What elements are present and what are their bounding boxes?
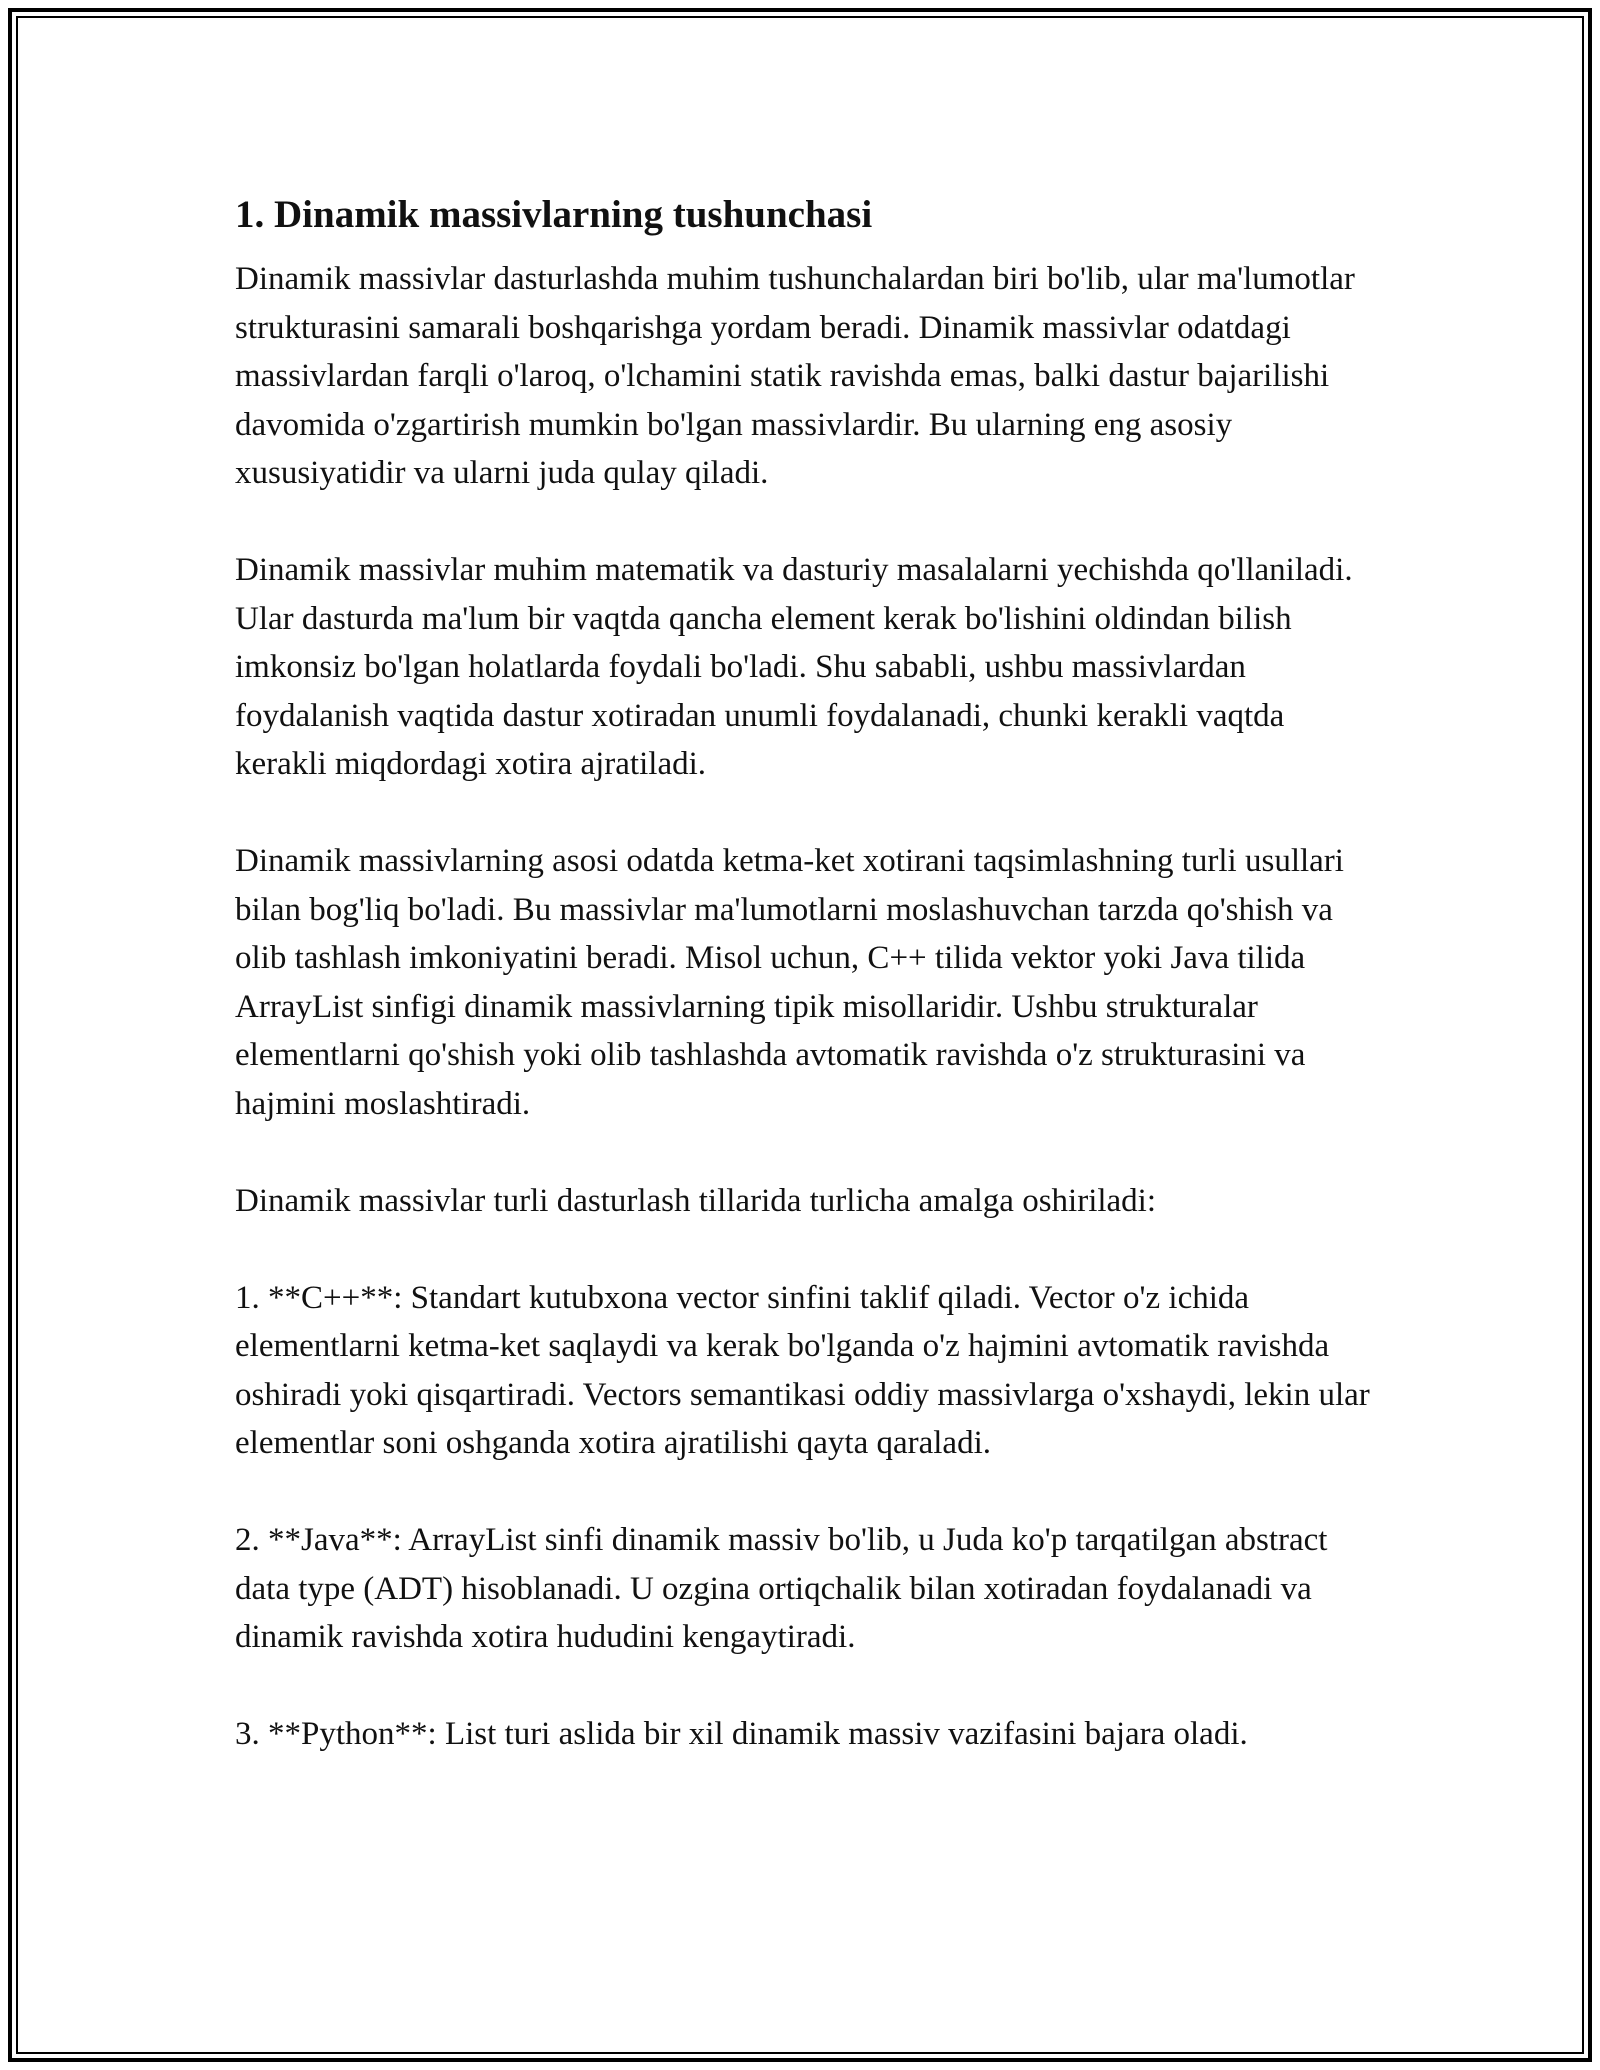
document-body (235, 185, 1375, 1759)
list-item-cpp: 1. **C++**: Standart kutubxona vector sinfini taklif qiladi. Vector o'z ichida elementlarni ketma-ket saqlaydi va kerak bo'lganda o'z hajmini avtomatik ravishda oshiradi yoki qisqartiradi. Vectors semantikasi oddiy massivlarga o'xshaydi, lekin ular elementlar soni oshganda xotira ajratilishi qayta qaraladi. (235, 1279, 1370, 1461)
section-heading: 1. Dinamik massivlarning tushunchasi (235, 193, 873, 236)
paragraph-basis: Dinamik massivlarning asosi odatda ketma-ket xotirani taqsimlashning turli usullari bilan bog'liq bo'ladi. Bu massivlar ma'lumotlarni moslashuvchan tarzda qo'shish va olib tashlash imkoniyatini beradi. Misol uchun, C++ tilida vektor yoki Java tilida ArrayList sinfigi dinamik massivlarning tipik misollaridir. Ushbu strukturalar elementlarni qo'shish yoki olib tashlashda avtomatik ravishda o'z strukturasini va hajmini moslashtiradi. (235, 843, 1344, 1122)
paragraph-intro: Dinamik massivlar dasturlashda muhim tushunchalardan biri bo'lib, ular ma'lumotlar strukturasini samarali boshqarishga yordam beradi. Dinamik massivlar odatdagi massivlardan farqli o'laroq, o'lchamini statik ravishda emas, balki dastur bajarilishi davomida o'zgartirish mumkin bo'lgan massivlardir. Bu ularning eng asosiy xususiyatidir va ularni juda qulay qiladi. (235, 261, 1355, 491)
paragraph-languages-intro: Dinamik massivlar turli dasturlash tillarida turlicha amalga oshiriladi: (235, 1182, 1157, 1219)
list-item-java: 2. **Java**: ArrayList sinfi dinamik massiv bo'lib, u Juda ko'p tarqatilgan abstract data type (ADT) hisoblanadi. U ozgina ortiqchalik bilan xotiradan foydalanadi va dinamik ravishda xotira hududini kengaytiradi. (235, 1522, 1328, 1655)
list-item-python: 3. **Python**: List turi aslida bir xil dinamik massiv vazifasini bajara oladi. (235, 1716, 1248, 1752)
paragraph-usage: Dinamik massivlar muhim matematik va dasturiy masalalarni yechishda qo'llaniladi. Ular dasturda ma'lum bir vaqtda qancha element kerak bo'lishini oldindan bilish imkonsiz bo'lgan holatlarda foydali bo'ladi. Shu sababli, ushbu massivlardan foydalanish vaqtida dastur xotiradan unumli foydalanadi, chunki kerakli vaqtda kerakli miqdordagi xotira ajratiladi. (235, 552, 1353, 782)
